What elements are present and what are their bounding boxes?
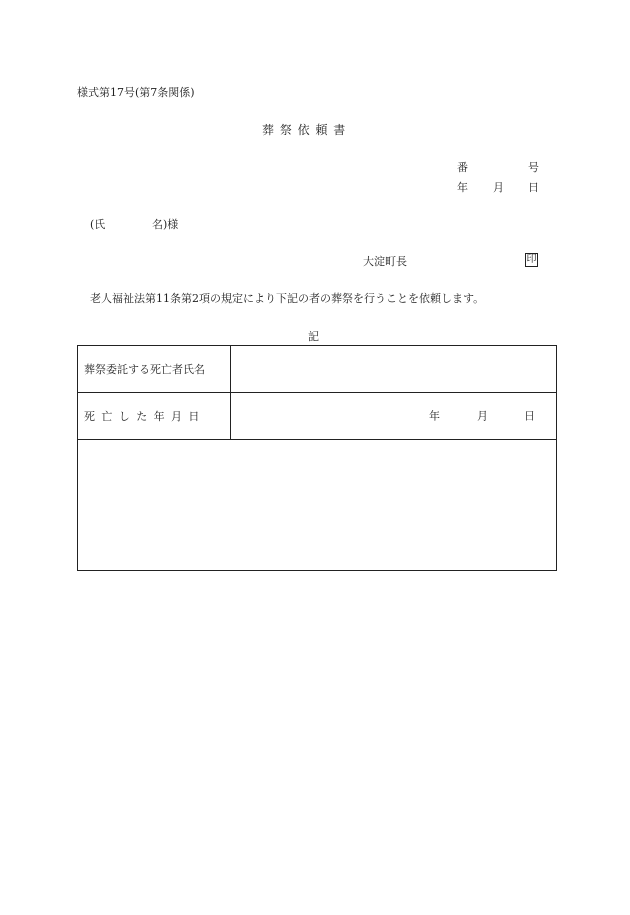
recipient-name-close: 名)様 — [152, 218, 179, 231]
reference-number-label: 番 — [457, 161, 468, 174]
form-number: 様式第17号(第7条関係) — [77, 86, 195, 99]
table-row — [78, 346, 557, 393]
date-of-death-label: 死亡した年月日 — [78, 393, 231, 440]
death-month-label: 月 — [477, 409, 488, 423]
remarks-field[interactable] — [78, 440, 557, 571]
table-row — [78, 440, 557, 571]
deceased-name-field[interactable] — [231, 346, 557, 393]
recipient-name-open: (氏 — [90, 218, 106, 231]
records-table — [77, 345, 557, 571]
death-year-label: 年 — [429, 409, 440, 423]
ki-label: 記 — [308, 330, 319, 343]
issue-date-day: 日 — [528, 181, 539, 194]
death-day-label: 日 — [524, 409, 535, 423]
date-of-death-field[interactable] — [231, 393, 557, 440]
body-text: 老人福祉法第11条第2項の規定により下記の者の葬祭を行うことを依頼します。 — [90, 292, 485, 305]
issue-date-year: 年 — [457, 181, 468, 194]
table-row — [78, 393, 557, 440]
document-title: 葬 祭 依 頼 書 — [262, 123, 347, 137]
deceased-name-label: 葬祭委託する死亡者氏名 — [78, 346, 231, 393]
seal-stamp-icon: 印 — [526, 254, 537, 265]
issue-date-month: 月 — [493, 181, 504, 194]
reference-number-suffix: 号 — [528, 161, 539, 174]
issuer-name: 大淀町長 — [363, 255, 407, 268]
